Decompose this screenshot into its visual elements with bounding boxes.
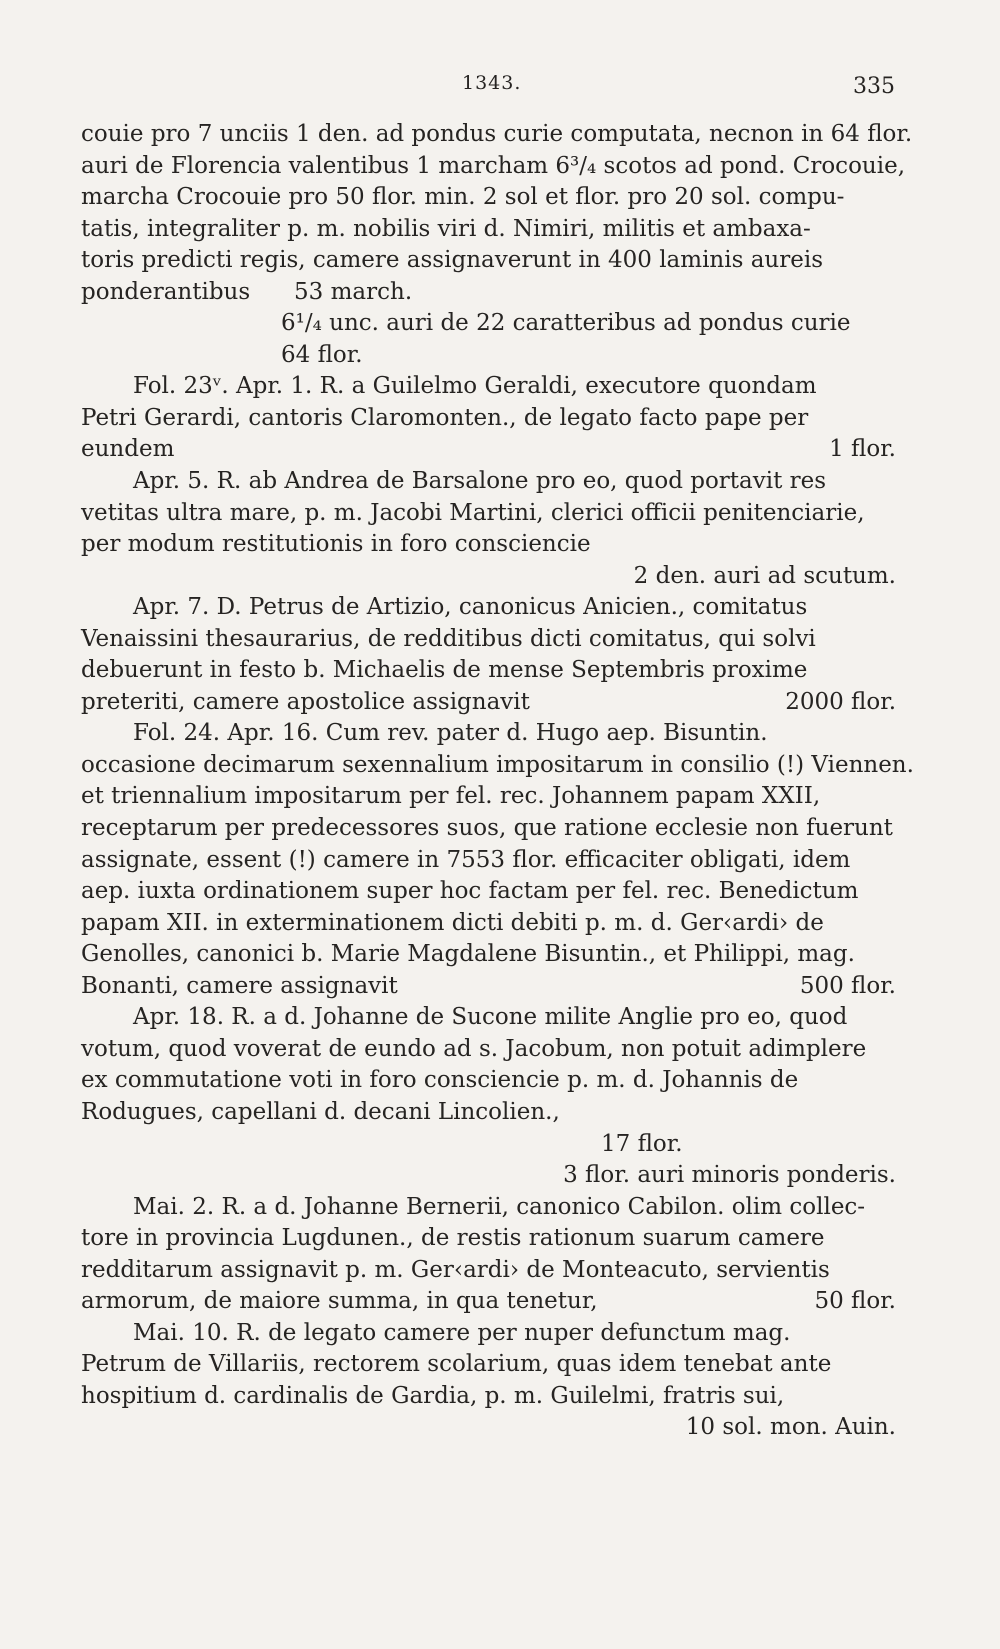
text-line: couie pro 7 unciis 1 den. ad pondus curie computata, necnon in 64 flor. xyxy=(81,121,913,147)
text-segment: armorum, de maiore summa, in qua tenetur, xyxy=(81,1288,598,1315)
text-line: per modum restitutionis in foro consciencie xyxy=(81,531,591,558)
running-header xyxy=(0,72,1000,106)
amount: 500 flor. xyxy=(799,972,896,999)
text-line xyxy=(81,687,896,719)
text-line: redditarum assignavit p. m. Ger‹ardi› de Monteacuto, servientis xyxy=(81,1256,830,1283)
text-line xyxy=(81,1286,896,1318)
text-segment: Bonanti, camere assignavit xyxy=(81,972,398,999)
text-line: receptarum per predecessores suos, que ratione ecclesie non fuerunt xyxy=(81,815,893,842)
text-line: papam XII. in exterminationem dicti debiti p. m. d. Ger‹ardi› de xyxy=(81,909,824,936)
text-line: Venaissini thesaurarius, de redditibus dicti comitatus, qui solvi xyxy=(81,625,816,652)
header-year: 1343. xyxy=(462,72,522,94)
text-line: assignate, essent (!) camere in 7553 flor. efficaciter obligati, idem xyxy=(81,846,851,873)
text-segment: eundem xyxy=(81,436,175,463)
text-line: et triennalium impositarum per fel. rec. Johannem papam XXII, xyxy=(81,783,821,810)
text-line: marcha Crocouie pro 50 flor. min. 2 sol et flor. pro 20 sol. compu- xyxy=(81,184,845,211)
body-text xyxy=(81,119,914,1444)
text-line xyxy=(81,434,896,466)
entry-mai-2: Mai. 2. R. a d. Johanne Bernerii, canonico Cabilon. olim collec- xyxy=(133,1193,866,1220)
amount: 2 den. auri ad scutum. xyxy=(633,562,896,589)
text-line: debuerunt in festo b. Michaelis de mense Septembris proxime xyxy=(81,657,808,684)
text-line: 64 flor. xyxy=(281,341,363,368)
text-line: tatis, integraliter p. m. nobilis viri d. Nimiri, militis et ambaxa- xyxy=(81,215,811,242)
text-line: tore in provincia Lugdunen., de restis rationum suarum camere xyxy=(81,1225,825,1252)
entry-mai-10: Mai. 10. R. de legato camere per nuper defunctum mag. xyxy=(133,1319,791,1346)
text-line: toris predicti regis, camere assignaverunt in 400 laminis aureis xyxy=(81,247,823,274)
text-line: ex commutatione voti in foro consciencie p. m. d. Johannis de xyxy=(81,1067,799,1094)
text-line: auri de Florencia valentibus 1 marcham 6³/₄ scotos ad pond. Crocouie, xyxy=(81,152,906,179)
entry-fol-23v: Fol. 23ᵛ. Apr. 1. R. a Guilelmo Geraldi, executore quondam xyxy=(133,373,817,400)
text-line xyxy=(81,971,896,1003)
entry-apr-18: Apr. 18. R. a d. Johanne de Sucone milite Anglie pro eo, quod xyxy=(133,1004,848,1031)
text-line: vetitas ultra mare, p. m. Jacobi Martini, clerici officii penitenciarie, xyxy=(81,499,865,526)
page-number: 335 xyxy=(853,74,895,99)
text-line: occasione decimarum sexennalium impositarum in consilio (!) Viennen. xyxy=(81,751,914,778)
text-line: Petrum de Villariis, rectorem scolarium, quas idem tenebat ante xyxy=(81,1351,832,1378)
text-line: Petri Gerardi, cantoris Claromonten., de legato facto pape per xyxy=(81,404,809,431)
entry-fol-24: Fol. 24. Apr. 16. Cum rev. pater d. Hugo aep. Bisuntin. xyxy=(133,720,768,747)
entry-apr-5: Apr. 5. R. ab Andrea de Barsalone pro eo, quod portavit res xyxy=(133,468,827,495)
text-line: aep. iuxta ordinationem super hoc factam per fel. rec. Benedictum xyxy=(81,878,859,905)
entry-apr-7: Apr. 7. D. Petrus de Artizio, canonicus Anicien., comitatus xyxy=(133,594,808,621)
text-line: 6¹/₄ unc. auri de 22 caratteribus ad pondus curie xyxy=(281,310,851,337)
amount: 1 flor. xyxy=(829,436,896,463)
amount: 2000 flor. xyxy=(785,688,896,715)
text-segment: preteriti, camere apostolice assignavit xyxy=(81,688,530,715)
text-line: Genolles, canonici b. Marie Magdalene Bisuntin., et Philippi, mag. xyxy=(81,941,855,968)
text-line: votum, quod voverat de eundo ad s. Jacobum, non potuit adimplere xyxy=(81,1035,867,1062)
text-line: ponderantibus 53 march. xyxy=(81,278,413,305)
amount: 17 flor. xyxy=(601,1130,683,1157)
amount: 3 flor. auri minoris ponderis. xyxy=(563,1162,896,1189)
text-line: Rodugues, capellani d. decani Lincolien., xyxy=(81,1098,560,1125)
amount: 50 flor. xyxy=(814,1288,896,1315)
amount: 10 sol. mon. Auin. xyxy=(685,1414,896,1441)
text-line: hospitium d. cardinalis de Gardia, p. m. Guilelmi, fratris sui, xyxy=(81,1382,785,1409)
